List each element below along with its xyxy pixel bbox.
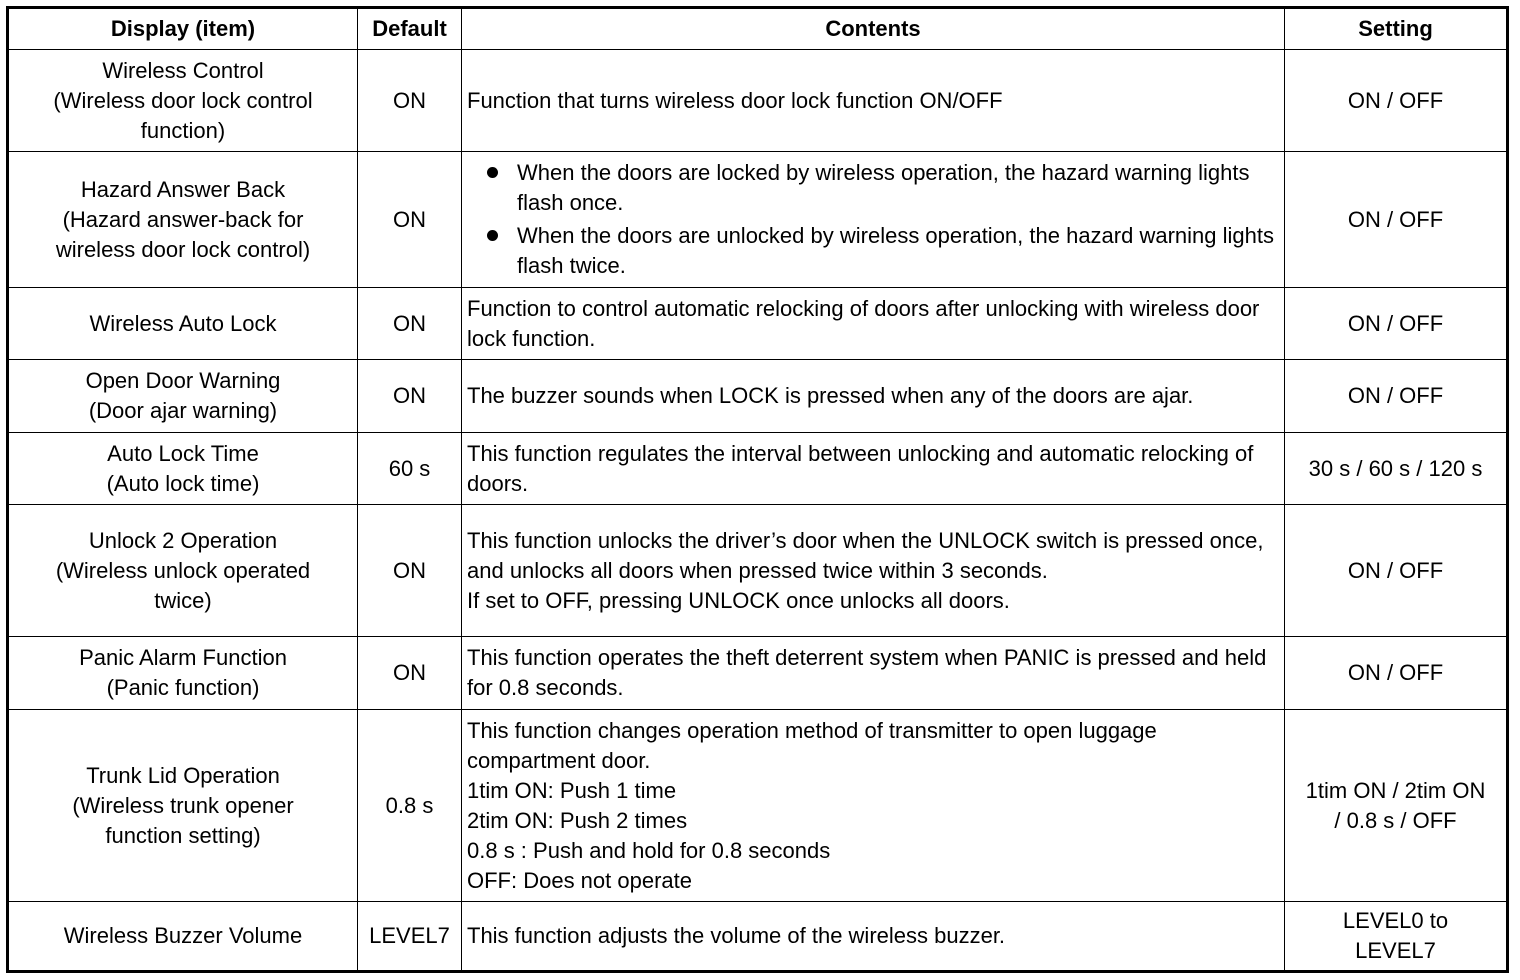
item-desc: (Hazard answer-back for [62, 206, 304, 232]
setting-cell [1285, 902, 1508, 972]
default-cell: ON [358, 50, 462, 152]
item-desc: twice) [154, 587, 212, 613]
setting-text: ON / OFF [1347, 310, 1444, 336]
header-default: Default [358, 8, 462, 50]
table-row [8, 505, 1508, 637]
bullet-item: When the doors are locked by wireless operation, the hazard warning lights flash once. [487, 158, 1280, 218]
item-name: Wireless Auto Lock [89, 310, 277, 336]
contents-cell [462, 288, 1285, 360]
table-row [8, 360, 1508, 433]
item-desc: (Wireless door lock control [53, 87, 313, 113]
item-cell [8, 902, 358, 972]
item-cell [8, 360, 358, 433]
contents-text: This function adjusts the volume of the wireless buzzer. [467, 923, 1006, 948]
contents-text: This function changes operation method of transmitter to open luggage compartment door. [467, 717, 1157, 773]
setting-text: 1tim ON / 2tim ON [1305, 777, 1486, 803]
contents-text: OFF: Does not operate [467, 867, 692, 893]
setting-text: ON / OFF [1347, 206, 1444, 232]
item-cell [8, 637, 358, 710]
item-name: Wireless Buzzer Volume [63, 923, 303, 948]
contents-text: This function operates the theft deterrent system when PANIC is pressed and held for 0.8 seconds. [467, 645, 1267, 700]
item-name: Auto Lock Time [107, 440, 259, 466]
setting-text: ON / OFF [1347, 660, 1444, 685]
default-cell: ON [358, 288, 462, 360]
contents-text: 1tim ON: Push 1 time [467, 777, 677, 803]
contents-cell [462, 637, 1285, 710]
contents-cell [462, 433, 1285, 505]
contents-cell [462, 902, 1285, 972]
item-name: Hazard Answer Back [80, 176, 286, 202]
item-desc: function) [140, 117, 226, 143]
item-name: Open Door Warning [85, 368, 281, 393]
default-cell: 0.8 s [358, 710, 462, 902]
header-contents: Contents [462, 8, 1285, 50]
settings-table [6, 6, 1509, 973]
table-row [8, 710, 1508, 902]
item-cell [8, 710, 358, 902]
setting-text: LEVEL0 to [1342, 908, 1449, 933]
item-desc: (Auto lock time) [106, 470, 260, 496]
item-cell [8, 50, 358, 152]
item-desc: (Wireless trunk opener [72, 792, 294, 818]
default-cell: LEVEL7 [358, 902, 462, 972]
setting-text: 30 s / 60 s / 120 s [1308, 455, 1483, 481]
default-cell: ON [358, 637, 462, 710]
item-desc: (Wireless unlock operated [55, 557, 311, 583]
header-item: Display (item) [8, 8, 358, 50]
setting-text: ON / OFF [1347, 383, 1444, 408]
item-desc: wireless door lock control) [55, 236, 311, 262]
setting-cell [1285, 288, 1508, 360]
item-name: Unlock 2 Operation [88, 527, 278, 553]
setting-cell [1285, 637, 1508, 710]
setting-text: / 0.8 s / OFF [1334, 807, 1457, 833]
contents-text: 2tim ON: Push 2 times [467, 807, 688, 833]
item-desc: (Panic function) [106, 675, 260, 700]
contents-text: If set to OFF, pressing UNLOCK once unlocks all doors. [467, 587, 1010, 613]
contents-cell [462, 360, 1285, 433]
table-row [8, 902, 1508, 972]
contents-text: 0.8 s : Push and hold for 0.8 seconds [467, 837, 831, 863]
item-name: Trunk Lid Operation [86, 762, 280, 788]
item-name: Wireless Control [102, 57, 264, 83]
default-cell: ON [358, 152, 462, 288]
contents-text: Function to control automatic relocking of doors after unlocking with wireless door lock function. [467, 295, 1260, 351]
table-row [8, 433, 1508, 505]
contents-text: This function regulates the interval between unlocking and automatic relocking of doors. [467, 440, 1254, 496]
table-row [8, 288, 1508, 360]
table-row [8, 50, 1508, 152]
item-name: Panic Alarm Function [79, 645, 287, 670]
setting-text: LEVEL7 [1355, 938, 1436, 963]
contents-cell [462, 710, 1285, 902]
table-row [8, 152, 1508, 288]
setting-cell [1285, 433, 1508, 505]
default-cell: ON [358, 360, 462, 433]
contents-text: This function unlocks the driver’s door when the UNLOCK switch is pressed once, and unlocks all doors when pressed twice within 3 seconds. [467, 527, 1264, 583]
item-desc: function setting) [105, 822, 261, 848]
header-setting: Setting [1285, 8, 1508, 50]
setting-cell [1285, 152, 1508, 288]
setting-cell [1285, 50, 1508, 152]
bullet-list [467, 158, 1280, 281]
contents-text: Function that turns wireless door lock function ON/OFF [467, 87, 1003, 113]
table-row [8, 637, 1508, 710]
setting-text: ON / OFF [1347, 87, 1444, 113]
item-cell [8, 152, 358, 288]
contents-text: The buzzer sounds when LOCK is pressed when any of the doors are ajar. [467, 383, 1194, 408]
setting-text: ON / OFF [1347, 557, 1444, 583]
item-desc: (Door ajar warning) [88, 398, 278, 423]
default-cell: 60 s [358, 433, 462, 505]
contents-cell [462, 50, 1285, 152]
item-cell [8, 433, 358, 505]
setting-cell [1285, 505, 1508, 637]
bullet-item: When the doors are unlocked by wireless operation, the hazard warning lights flash twice. [487, 221, 1280, 281]
contents-cell [462, 505, 1285, 637]
item-cell [8, 288, 358, 360]
item-cell [8, 505, 358, 637]
setting-cell [1285, 360, 1508, 433]
contents-cell [462, 152, 1285, 288]
setting-cell [1285, 710, 1508, 902]
default-cell: ON [358, 505, 462, 637]
header-row [8, 8, 1508, 50]
